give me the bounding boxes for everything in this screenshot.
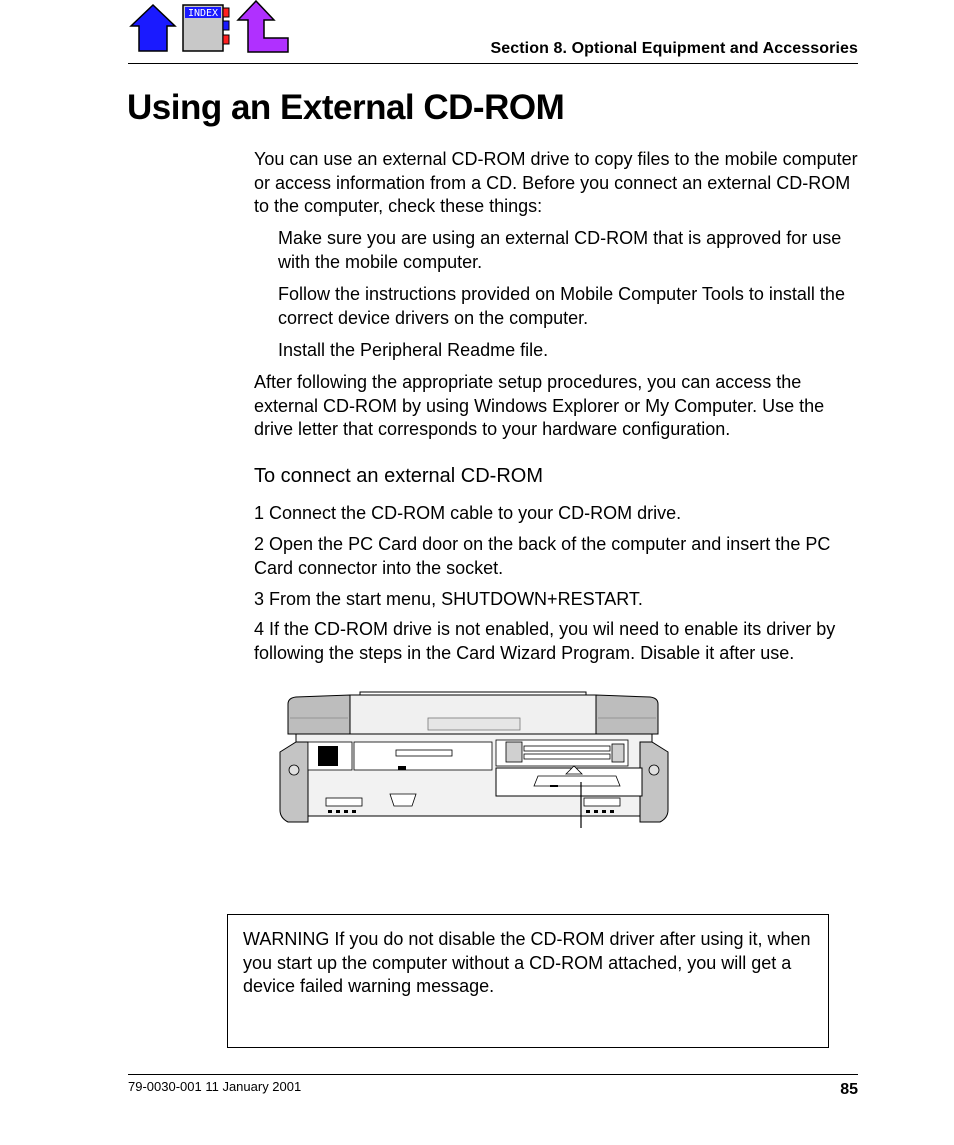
index-label: INDEX xyxy=(187,8,219,19)
check-item: Make sure you are using an external CD-ROM that is approved for use with the mobile computer. xyxy=(278,228,842,272)
after-paragraph: After following the appropriate setup procedures, you can access the external CD-ROM by using Windows Explorer or My Computer. Use the drive letter that corresponds to your hardware configuration. xyxy=(254,372,825,439)
section-header: Section 8. Optional Equipment and Accessories xyxy=(490,40,858,57)
header-divider xyxy=(128,63,858,64)
warning-text: WARNING If you do not disable the CD-ROM driver after using it, when you start up the computer without a CD-ROM attached, you will get a device failed warning message. xyxy=(243,929,811,996)
footer-divider xyxy=(128,1074,858,1075)
procedure-step: 3 From the start menu, SHUTDOWN+RESTART. xyxy=(254,589,643,609)
procedure-step: 2 Open the PC Card door on the back of the computer and insert the PC Card connector into the socket. xyxy=(254,534,831,578)
page-number: 85 xyxy=(840,1081,858,1098)
procedure-heading: To connect an external CD-ROM xyxy=(254,465,544,487)
procedure-step: 4 If the CD-ROM drive is not enabled, you wil need to enable its driver by following the steps in the Card Wizard Program. Disable it after use. xyxy=(254,619,836,663)
page-title: Using an External CD-ROM xyxy=(127,88,565,127)
procedure-step: 1 Connect the CD-ROM cable to your CD-ROM drive. xyxy=(254,503,682,523)
back-arrow-icon[interactable] xyxy=(234,0,290,54)
check-item: Install the Peripheral Readme file. xyxy=(278,340,549,360)
document-info: 79-0030-001 11 January 2001 xyxy=(128,1079,302,1094)
navigation-bar xyxy=(128,0,298,58)
intro-paragraph: You can use an external CD-ROM drive to copy files to the mobile computer or access information from a CD. Before you connect an external CD-ROM to the computer, check these things: xyxy=(254,149,858,216)
index-icon[interactable] xyxy=(182,2,232,54)
home-icon[interactable] xyxy=(128,2,178,54)
laptop-rear-illustration xyxy=(278,690,670,830)
check-item: Follow the instructions provided on Mobile Computer Tools to install the correct device drivers on the computer. xyxy=(278,284,845,328)
warning-box xyxy=(227,914,829,1048)
